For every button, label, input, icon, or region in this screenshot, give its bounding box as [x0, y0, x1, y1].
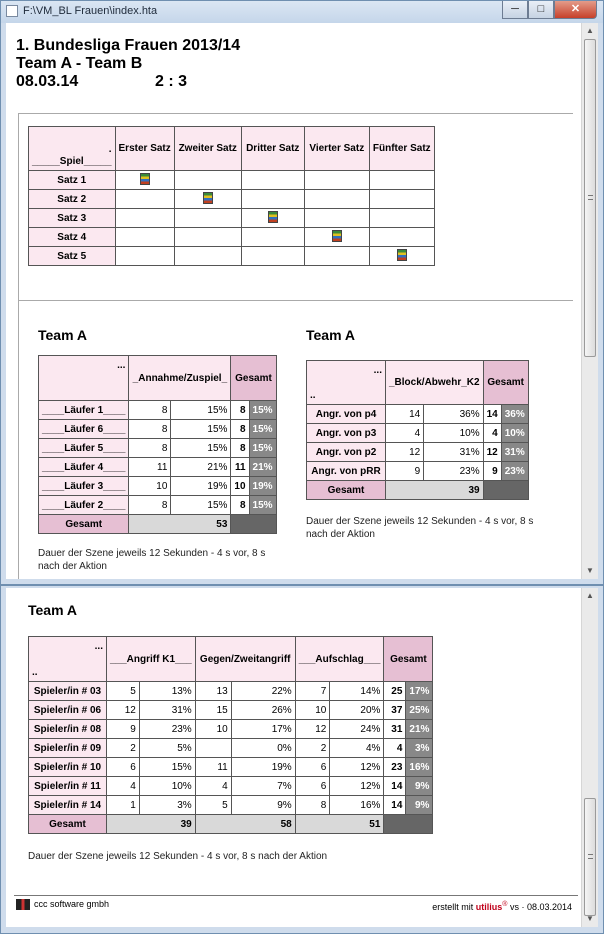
- minimize-button[interactable]: ─: [502, 1, 528, 19]
- row-label: Angr. von p2: [307, 443, 386, 462]
- percent-cell: 15%: [171, 496, 231, 515]
- count-cell[interactable]: 10: [195, 720, 231, 739]
- footer-right: [432, 901, 572, 912]
- title-bar[interactable]: [1, 1, 603, 23]
- percent-cell: 4%: [330, 739, 384, 758]
- percent-cell: 20%: [330, 701, 384, 720]
- count-cell[interactable]: 13: [195, 682, 231, 701]
- row-label: Spieler/in # 08: [29, 720, 107, 739]
- total-percent: 3%: [406, 739, 433, 758]
- count-cell[interactable]: 12: [295, 720, 330, 739]
- row-label: Spieler/in # 10: [29, 758, 107, 777]
- ccc-logo-icon: [16, 899, 30, 910]
- corner-dots: ...: [373, 365, 382, 376]
- video-cell[interactable]: [369, 247, 434, 266]
- percent-cell: 31%: [424, 443, 483, 462]
- row-label: Angr. von pRR: [307, 462, 386, 481]
- row-label: Spieler/in # 14: [29, 796, 107, 815]
- video-cell[interactable]: [241, 209, 304, 228]
- percent-cell: 5%: [139, 739, 195, 758]
- count-cell[interactable]: [195, 739, 231, 758]
- player-gesamt-header: Gesamt: [384, 637, 433, 682]
- total-value: 58: [195, 815, 295, 834]
- percent-cell: 12%: [330, 777, 384, 796]
- total-row-label: Gesamt: [39, 515, 129, 534]
- corner-dots: ...: [94, 641, 103, 652]
- percent-cell: 12%: [330, 758, 384, 777]
- total-row-label: Gesamt: [29, 815, 107, 834]
- block-col-header: _Block/Abwehr_K2: [386, 361, 484, 405]
- total-count: 8: [231, 439, 249, 458]
- player-team-title: Team A: [28, 602, 78, 618]
- footer-created: erstellt mit: [432, 902, 476, 912]
- scroll-down-arrow[interactable]: ▼: [586, 566, 594, 575]
- percent-cell: 15%: [171, 439, 231, 458]
- total-count: 11: [231, 458, 249, 477]
- video-cell[interactable]: [115, 171, 174, 190]
- annahme-col-header: _Annahme/Zuspiel_: [129, 356, 231, 401]
- total-percent: 9%: [406, 796, 433, 815]
- count-cell[interactable]: 15: [195, 701, 231, 720]
- app-icon: [6, 5, 18, 17]
- window-controls: [502, 1, 597, 19]
- total-count: 23: [384, 758, 406, 777]
- percent-cell: 14%: [330, 682, 384, 701]
- total-filler: [483, 481, 528, 500]
- page-title: 1. Bundesliga Frauen 2013/14: [16, 37, 241, 54]
- row-label: Spieler/in # 11: [29, 777, 107, 796]
- total-count: 14: [384, 777, 406, 796]
- close-button[interactable]: ✕: [554, 1, 597, 19]
- row-label: Satz 4: [29, 228, 116, 247]
- percent-cell: 15%: [171, 401, 231, 420]
- row-label: Spieler/in # 09: [29, 739, 107, 758]
- percent-cell: 16%: [330, 796, 384, 815]
- count-cell[interactable]: 8: [129, 496, 171, 515]
- scroll-down-arrow[interactable]: ▼: [586, 914, 594, 923]
- count-cell[interactable]: 7: [295, 682, 330, 701]
- total-count: 4: [483, 424, 501, 443]
- total-percent: 15%: [249, 496, 276, 515]
- corner-dot: .: [108, 144, 112, 155]
- total-count: 9: [483, 462, 501, 481]
- player-note: Dauer der Szene jeweils 12 Sekunden - 4 s vor, 8 s nach der Aktion: [28, 851, 328, 862]
- percent-cell: 23%: [424, 462, 483, 481]
- total-count: 8: [231, 401, 249, 420]
- row-label: Satz 3: [29, 209, 116, 228]
- percent-cell: 24%: [330, 720, 384, 739]
- annahme-table: [38, 355, 277, 534]
- col-header: Dritter Satz: [241, 127, 304, 171]
- annahme-note: Dauer der Szene jeweils 12 Sekunden - 4 s vor, 8 s nach der Aktion: [38, 548, 266, 572]
- count-cell[interactable]: 5: [195, 796, 231, 815]
- row-label: ____Läufer 5____: [39, 439, 129, 458]
- total-percent: 16%: [406, 758, 433, 777]
- footer-reg: ®: [502, 901, 508, 908]
- total-value: 39: [107, 815, 196, 834]
- col-header: ___Aufschlag___: [295, 637, 384, 682]
- row-label: Satz 2: [29, 190, 116, 209]
- percent-cell: 9%: [231, 796, 295, 815]
- content-area: [6, 588, 598, 927]
- percent-cell: 36%: [424, 405, 483, 424]
- count-cell[interactable]: 6: [107, 758, 140, 777]
- footer-divider: [14, 895, 578, 896]
- window-title: F:\VM_BL Frauen\index.hta: [23, 5, 158, 17]
- match-date: 08.03.14: [16, 73, 79, 90]
- footer-date: vs · 08.03.2014: [507, 902, 572, 912]
- count-cell[interactable]: 8: [295, 796, 330, 815]
- count-cell[interactable]: 1: [107, 796, 140, 815]
- corner-dots-2: ..: [310, 390, 316, 401]
- total-filler: [384, 815, 433, 834]
- footer-brand[interactable]: utilius: [475, 902, 503, 912]
- row-label: Angr. von p3: [307, 424, 386, 443]
- count-cell[interactable]: 11: [129, 458, 171, 477]
- player-table: [28, 636, 433, 834]
- total-count: 8: [231, 496, 249, 515]
- total-value: 51: [295, 815, 384, 834]
- video-clip-icon[interactable]: [203, 192, 213, 204]
- percent-cell: 3%: [139, 796, 195, 815]
- match-score: 2 : 3: [155, 73, 188, 90]
- block-corner: [307, 361, 386, 405]
- total-percent: 9%: [406, 777, 433, 796]
- count-cell[interactable]: 2: [295, 739, 330, 758]
- total-count: 31: [384, 720, 406, 739]
- total-value: 53: [129, 515, 231, 534]
- percent-cell: 22%: [231, 682, 295, 701]
- video-clip-icon[interactable]: [140, 173, 150, 185]
- scroll-thumb[interactable]: [584, 39, 596, 357]
- sets-corner: [29, 127, 116, 171]
- total-percent: 15%: [249, 401, 276, 420]
- count-cell[interactable]: 4: [107, 777, 140, 796]
- footer-company: ccc software gmbh: [34, 899, 110, 909]
- row-label: Spieler/in # 06: [29, 701, 107, 720]
- row-label: ____Läufer 3____: [39, 477, 129, 496]
- total-percent: 36%: [501, 405, 528, 424]
- total-count: 37: [384, 701, 406, 720]
- percent-cell: 13%: [139, 682, 195, 701]
- maximize-button[interactable]: □: [528, 1, 554, 19]
- scroll-thumb[interactable]: [584, 798, 596, 916]
- percent-cell: 23%: [139, 720, 195, 739]
- block-team-title: Team A: [306, 327, 356, 343]
- count-cell[interactable]: 14: [386, 405, 424, 424]
- percent-cell: 19%: [231, 758, 295, 777]
- block-table: [306, 360, 529, 500]
- count-cell[interactable]: 10: [129, 477, 171, 496]
- total-percent: 21%: [406, 720, 433, 739]
- window-bottom: [0, 585, 604, 934]
- total-count: 10: [231, 477, 249, 496]
- block-note: Dauer der Szene jeweils 12 Sekunden - 4 s vor, 8 s nach der Aktion: [306, 516, 534, 540]
- row-label: Angr. von p4: [307, 405, 386, 424]
- row-label: ____Läufer 1____: [39, 401, 129, 420]
- total-percent: 21%: [249, 458, 276, 477]
- vertical-scrollbar[interactable]: [581, 588, 598, 927]
- total-percent: 15%: [249, 439, 276, 458]
- count-cell[interactable]: 2: [107, 739, 140, 758]
- video-clip-icon[interactable]: [268, 211, 278, 223]
- count-cell[interactable]: 6: [295, 758, 330, 777]
- col-header: ___Angriff K1___: [107, 637, 196, 682]
- percent-cell: 15%: [139, 758, 195, 777]
- col-header: Fünfter Satz: [369, 127, 434, 171]
- percent-cell: 0%: [231, 739, 295, 758]
- total-count: 14: [483, 405, 501, 424]
- content-area: [6, 23, 598, 579]
- count-cell[interactable]: 4: [386, 424, 424, 443]
- total-value: 39: [386, 481, 484, 500]
- row-label: ____Läufer 2____: [39, 496, 129, 515]
- count-cell[interactable]: 10: [295, 701, 330, 720]
- corner-dots-2: ..: [32, 667, 38, 678]
- sets-table: [28, 126, 435, 266]
- count-cell[interactable]: 6: [295, 777, 330, 796]
- block-gesamt-header: Gesamt: [483, 361, 528, 405]
- annahme-corner: [39, 356, 129, 401]
- col-header: Gegen/Zweitangriff: [195, 637, 295, 682]
- col-header: Vierter Satz: [304, 127, 369, 171]
- annahme-team-title: Team A: [38, 327, 88, 343]
- total-count: 25: [384, 682, 406, 701]
- total-count: 12: [483, 443, 501, 462]
- scroll-up-arrow[interactable]: ▲: [586, 591, 594, 600]
- percent-cell: 26%: [231, 701, 295, 720]
- percent-cell: 10%: [424, 424, 483, 443]
- video-clip-icon[interactable]: [332, 230, 342, 242]
- count-cell[interactable]: 9: [386, 462, 424, 481]
- count-cell[interactable]: 12: [107, 701, 140, 720]
- total-percent: 31%: [501, 443, 528, 462]
- count-cell[interactable]: 11: [195, 758, 231, 777]
- count-cell[interactable]: 5: [107, 682, 140, 701]
- row-label: Spieler/in # 03: [29, 682, 107, 701]
- count-cell[interactable]: 4: [195, 777, 231, 796]
- video-cell[interactable]: [174, 190, 241, 209]
- percent-cell: 21%: [171, 458, 231, 477]
- total-percent: 10%: [501, 424, 528, 443]
- total-percent: 25%: [406, 701, 433, 720]
- corner-dots: ...: [117, 360, 126, 371]
- video-cell[interactable]: [304, 228, 369, 247]
- scroll-up-arrow[interactable]: ▲: [586, 26, 594, 35]
- total-percent: 23%: [501, 462, 528, 481]
- footer-left: [16, 899, 109, 910]
- count-cell[interactable]: 8: [129, 420, 171, 439]
- annahme-gesamt-header: Gesamt: [231, 356, 276, 401]
- row-label: Satz 5: [29, 247, 116, 266]
- col-header: Zweiter Satz: [174, 127, 241, 171]
- percent-cell: 31%: [139, 701, 195, 720]
- percent-cell: 19%: [171, 477, 231, 496]
- vertical-scrollbar[interactable]: [581, 23, 598, 579]
- total-count: 14: [384, 796, 406, 815]
- match-title: Team A - Team B: [16, 55, 143, 72]
- video-clip-icon[interactable]: [397, 249, 407, 261]
- percent-cell: 15%: [171, 420, 231, 439]
- percent-cell: 17%: [231, 720, 295, 739]
- col-header: Erster Satz: [115, 127, 174, 171]
- count-cell[interactable]: 12: [386, 443, 424, 462]
- count-cell[interactable]: 8: [129, 439, 171, 458]
- total-count: 4: [384, 739, 406, 758]
- player-corner: [29, 637, 107, 682]
- total-percent: 15%: [249, 420, 276, 439]
- row-label: Satz 1: [29, 171, 116, 190]
- count-cell[interactable]: 8: [129, 401, 171, 420]
- total-percent: 19%: [249, 477, 276, 496]
- corner-label: _____Spiel_____: [32, 156, 112, 167]
- total-filler: [231, 515, 276, 534]
- row-label: ____Läufer 6____: [39, 420, 129, 439]
- percent-cell: 10%: [139, 777, 195, 796]
- total-count: 8: [231, 420, 249, 439]
- count-cell[interactable]: 9: [107, 720, 140, 739]
- percent-cell: 7%: [231, 777, 295, 796]
- row-label: ____Läufer 4____: [39, 458, 129, 477]
- total-row-label: Gesamt: [307, 481, 386, 500]
- total-percent: 17%: [406, 682, 433, 701]
